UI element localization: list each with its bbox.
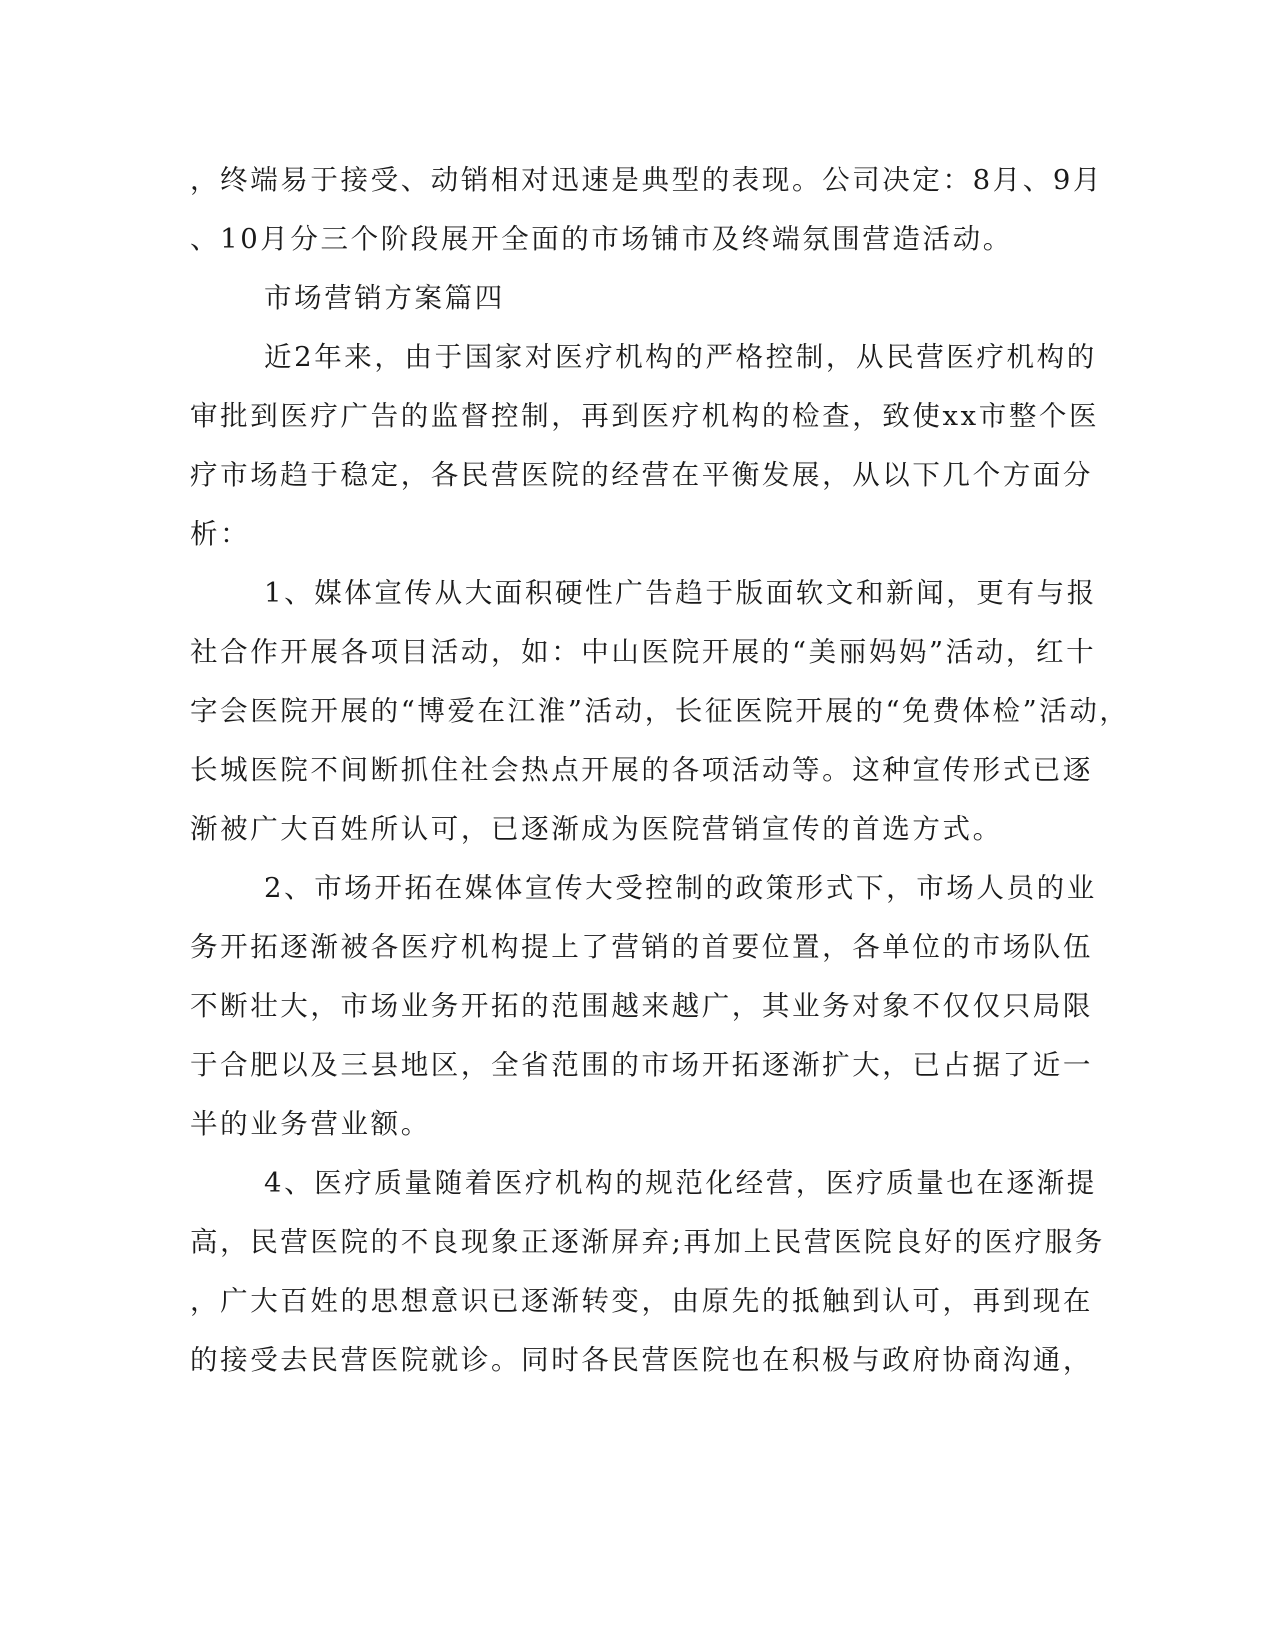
- paragraph-line: 高，民营医院的不良现象正逐渐屏弃;再加上民营医院良好的医疗服务: [190, 1226, 1105, 1258]
- paragraph-line: 社合作开展各项目活动，如：中山医院开展的“美丽妈妈”活动，红十: [190, 636, 1097, 668]
- paragraph-line: 字会医院开展的“博爱在江淮”活动，长征医院开展的“免费体检”活动，: [190, 695, 1130, 727]
- paragraph-line: 近2年来，由于国家对医疗机构的严格控制，从民营医疗机构的: [264, 341, 1097, 373]
- paragraph-line: 析：: [190, 518, 251, 550]
- paragraph-line: 半的业务营业额。: [190, 1108, 431, 1140]
- paragraph-line: 审批到医疗广告的监督控制，再到医疗机构的检查，致使xx市整个医: [190, 400, 1100, 432]
- paragraph-line: 渐被广大百姓所认可，已逐渐成为医院营销宣传的首选方式。: [190, 813, 1003, 845]
- paragraph-line: 疗市场趋于稳定，各民营医院的经营在平衡发展，从以下几个方面分: [190, 459, 1093, 491]
- paragraph-line: 4、医疗质量随着医疗机构的规范化经营，医疗质量也在逐渐提: [264, 1167, 1097, 1199]
- paragraph-line: ，广大百姓的思想意识已逐渐转变，由原先的抵触到认可，再到现在: [190, 1285, 1093, 1317]
- paragraph-line: 2、市场开拓在媒体宣传大受控制的政策形式下，市场人员的业: [264, 872, 1097, 904]
- paragraph-line: 的接受去民营医院就诊。同时各民营医院也在积极与政府协商沟通，: [190, 1344, 1093, 1376]
- paragraph-line: 于合肥以及三县地区，全省范围的市场开拓逐渐扩大，已占据了近一: [190, 1049, 1093, 1081]
- paragraph-line: 不断壮大，市场业务开拓的范围越来越广，其业务对象不仅仅只局限: [190, 990, 1093, 1022]
- section-heading: 市场营销方案篇四: [264, 282, 505, 314]
- paragraph-line: 1、媒体宣传从大面积硬性广告趋于版面软文和新闻，更有与报: [264, 577, 1097, 609]
- paragraph-line: ，终端易于接受、动销相对迅速是典型的表现。公司决定：8月、9月: [190, 164, 1104, 196]
- paragraph-line: 、10月分三个阶段展开全面的市场铺市及终端氛围营造活动。: [190, 223, 1013, 255]
- paragraph-line: 务开拓逐渐被各医疗机构提上了营销的首要位置，各单位的市场队伍: [190, 931, 1093, 963]
- paragraph-line: 长城医院不间断抓住社会热点开展的各项活动等。这种宣传形式已逐: [190, 754, 1093, 786]
